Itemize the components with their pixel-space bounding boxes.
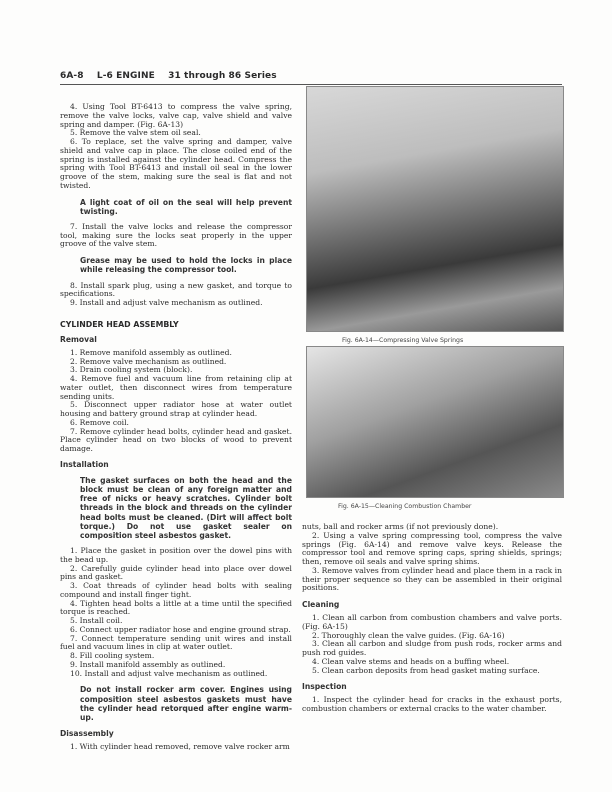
subheading-installation: Installation (60, 459, 109, 469)
subheading-inspection: Inspection (302, 682, 347, 692)
list-item: 3. Clean all carbon and sludge from push rods, rocker arms and push rod guides. (302, 639, 562, 657)
list-item: 5. Disconnect upper radiator hose at water outlet housing and battery ground strap at cylinder head. (60, 400, 292, 419)
list-item: 5. Install coil. (70, 616, 123, 626)
page-number: 6A-8 (60, 71, 84, 81)
note: The gasket surfaces on both the head and the block must be clean of any foreign matter and free of nicks or heavy scratches. Cylinder bolt threads in the block and threads on the cylinder head bolts must be cleaned. (Dirt will affect bolt torque.) Do not use gasket sealer on composition steel asbestos gasket. (80, 475, 292, 541)
list-item: 1. Inspect the cylinder head for cracks in the exhaust ports, combustion chambers or external cracks to the water chamber. (302, 695, 562, 713)
list-item: 1. Remove manifold assembly as outlined. (70, 347, 232, 357)
list-item: 6. Remove coil. (70, 417, 129, 427)
paragraph: 5. Remove the valve stem oil seal. (70, 128, 201, 138)
list-item: 3. Drain cooling system (block). (70, 365, 193, 375)
list-item: 4. Tighten head bolts a little at a time until the specified torque is reached. (60, 598, 292, 617)
list-item: 4. Remove fuel and vacuum line from retaining clip at water outlet, then disconnect wires from temperature sending units. (60, 374, 292, 401)
photo-compressing-valve-springs (306, 86, 564, 332)
note: Grease may be used to hold the locks in place while releasing the compressor tool. (80, 256, 292, 275)
subheading-removal: Removal (60, 334, 97, 344)
list-item: 2. Using a valve spring compressing tool, compress the valve springs (Fig. 6A-14) and remove valve keys. Release the compressor tool and remove spring caps, spring shields, springs; then, remove oil seals and valve spring shims. (302, 530, 562, 566)
paragraph: 4. Using Tool BT-6413 to compress the valve spring, remove the valve locks, valve cap, valve shield and valve spring and damper. (Fig. 6A-13) (60, 102, 292, 129)
subheading-cleaning: Cleaning (302, 600, 340, 609)
photo-cleaning-combustion-chamber (306, 346, 564, 498)
figure-caption: Fig. 6A-14—Compressing Valve Springs (342, 337, 464, 344)
paragraph: 6. To replace, set the valve spring and damper, valve shield and valve cap in place. The close coiled end of the spring is installed against the cylinder head. Compress the spring with Tool BT-6413 and install oil seal in the lower groove of the stem, making sure the seal is flat and not twisted. (60, 137, 292, 190)
left-column (60, 103, 292, 752)
list-item: 2. Remove valve mechanism as outlined. (70, 356, 227, 366)
list-item: 7. Remove cylinder head bolts, cylinder head and gasket. Place cylinder head on two blocks of wood to prevent damage. (60, 426, 292, 454)
note: A light coat of oil on the seal will help prevent twisting. (80, 197, 292, 216)
figure-caption: Fig. 6A-15—Cleaning Combustion Chamber (338, 503, 472, 510)
header-rule (60, 84, 562, 85)
subheading-disassembly: Disassembly (60, 729, 114, 739)
right-column (302, 523, 562, 714)
section-heading: CYLINDER HEAD ASSEMBLY (60, 319, 179, 329)
list-item: 6. Connect upper radiator hose and engine ground strap. (70, 624, 291, 634)
paragraph: 8. Install spark plug, using a new gasket, and torque to specifications. (60, 280, 292, 299)
paragraph: 7. Install the valve locks and release the compressor tool, making sure the locks seat properly in the upper groove of the valve stem. (60, 221, 292, 249)
list-item: 9. Install manifold assembly as outlined. (70, 659, 226, 669)
page-header (60, 71, 287, 81)
list-item: 5. Clean carbon deposits from head gasket mating surface. (312, 665, 540, 675)
note: Do not install rocker arm cover. Engines using composition steel asbestos gaskets must have the cylinder head retorqued after engine warm-up. (80, 685, 292, 723)
paragraph: 9. Install and adjust valve mechanism as outlined. (70, 298, 263, 308)
list-item: 7. Connect temperature sending unit wires and install fuel and vacuum lines in clip at water outlet. (60, 633, 292, 652)
section-title: L-6 ENGINE (96, 71, 155, 81)
series-label: 31 through 86 Series (168, 71, 277, 81)
list-item: 1. With cylinder head removed, remove valve rocker arm (70, 742, 290, 752)
list-item: 4. Clean valve stems and heads on a buffing wheel. (312, 656, 510, 666)
list-item: 3. Coat threads of cylinder head bolts with sealing compound and install finger tight. (60, 581, 292, 599)
list-item: 10. Install and adjust valve mechanism as outlined. (70, 668, 268, 678)
paragraph: nuts, ball and rocker arms (if not previously done). (302, 522, 499, 531)
list-item: 3. Remove valves from cylinder head and place them in a rack in their proper sequence so they can be assembled in their original positions. (302, 565, 562, 593)
list-item: 2. Carefully guide cylinder head into place over dowel pins and gasket. (60, 563, 292, 582)
list-item: 1. Clean all carbon from combustion chambers and valve ports. (Fig. 6A-15) (302, 613, 562, 631)
list-item: 1. Place the gasket in position over the dowel pins with the bead up. (60, 546, 292, 564)
list-item: 8. Fill cooling system. (70, 651, 155, 661)
list-item: 2. Thoroughly clean the valve guides. (Fig. 6A-16) (312, 630, 505, 640)
